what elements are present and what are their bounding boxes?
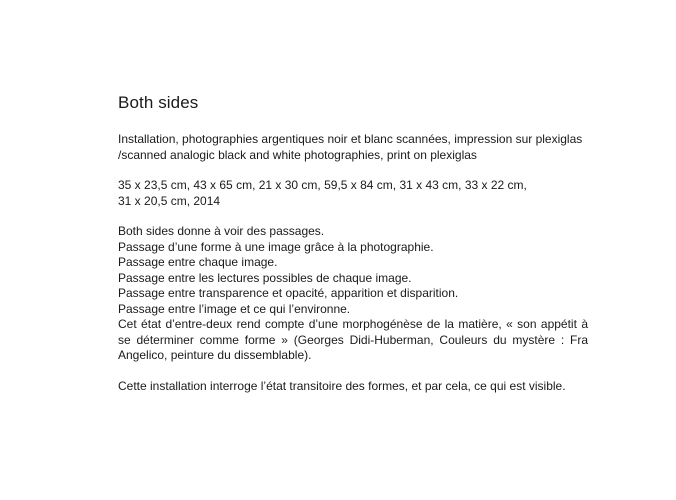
closing-statement	[118, 379, 588, 395]
artist-statement	[118, 224, 588, 364]
medium-french: Installation, photographies argentiques noir et blanc scannées, impression sur plexiglas	[118, 132, 583, 146]
statement-line: Passage d’une forme à une image grâce à la photographie.	[118, 239, 434, 254]
dimensions-list	[118, 178, 588, 209]
dimensions-line-2: 31 x 20,5 cm, 2014	[118, 193, 221, 208]
statement-line: Passage entre les lectures possibles de chaque image.	[118, 270, 412, 285]
statement-line: Passage entre l’image et ce qui l’environne.	[118, 301, 351, 316]
medium-english: /scanned analogic black and white photographies, print on plexiglas	[118, 147, 477, 162]
statement-paragraph: Cet état d’entre-deux rend compte d’une morphogénèse de la matière, « son appétit à se déterminer comme forme » (Georges Didi-Huberman, Couleurs du mystère : Fra Angelico, peinture du dissemblable).	[118, 317, 588, 362]
dimensions-line-1: 35 x 23,5 cm, 43 x 65 cm, 21 x 30 cm, 59,5 x 84 cm, 31 x 43 cm, 33 x 22 cm,	[118, 178, 527, 192]
page-title: Both sides	[118, 93, 199, 112]
medium-description	[118, 132, 588, 163]
closing-line: Cette installation interroge l’état transitoire des formes, et par cela, ce qui est visible.	[118, 378, 566, 393]
document-page	[118, 92, 588, 409]
statement-line: Both sides donne à voir des passages.	[118, 224, 325, 238]
statement-line: Passage entre chaque image.	[118, 255, 278, 269]
statement-line: Passage entre transparence et opacité, apparition et disparition.	[118, 286, 459, 300]
